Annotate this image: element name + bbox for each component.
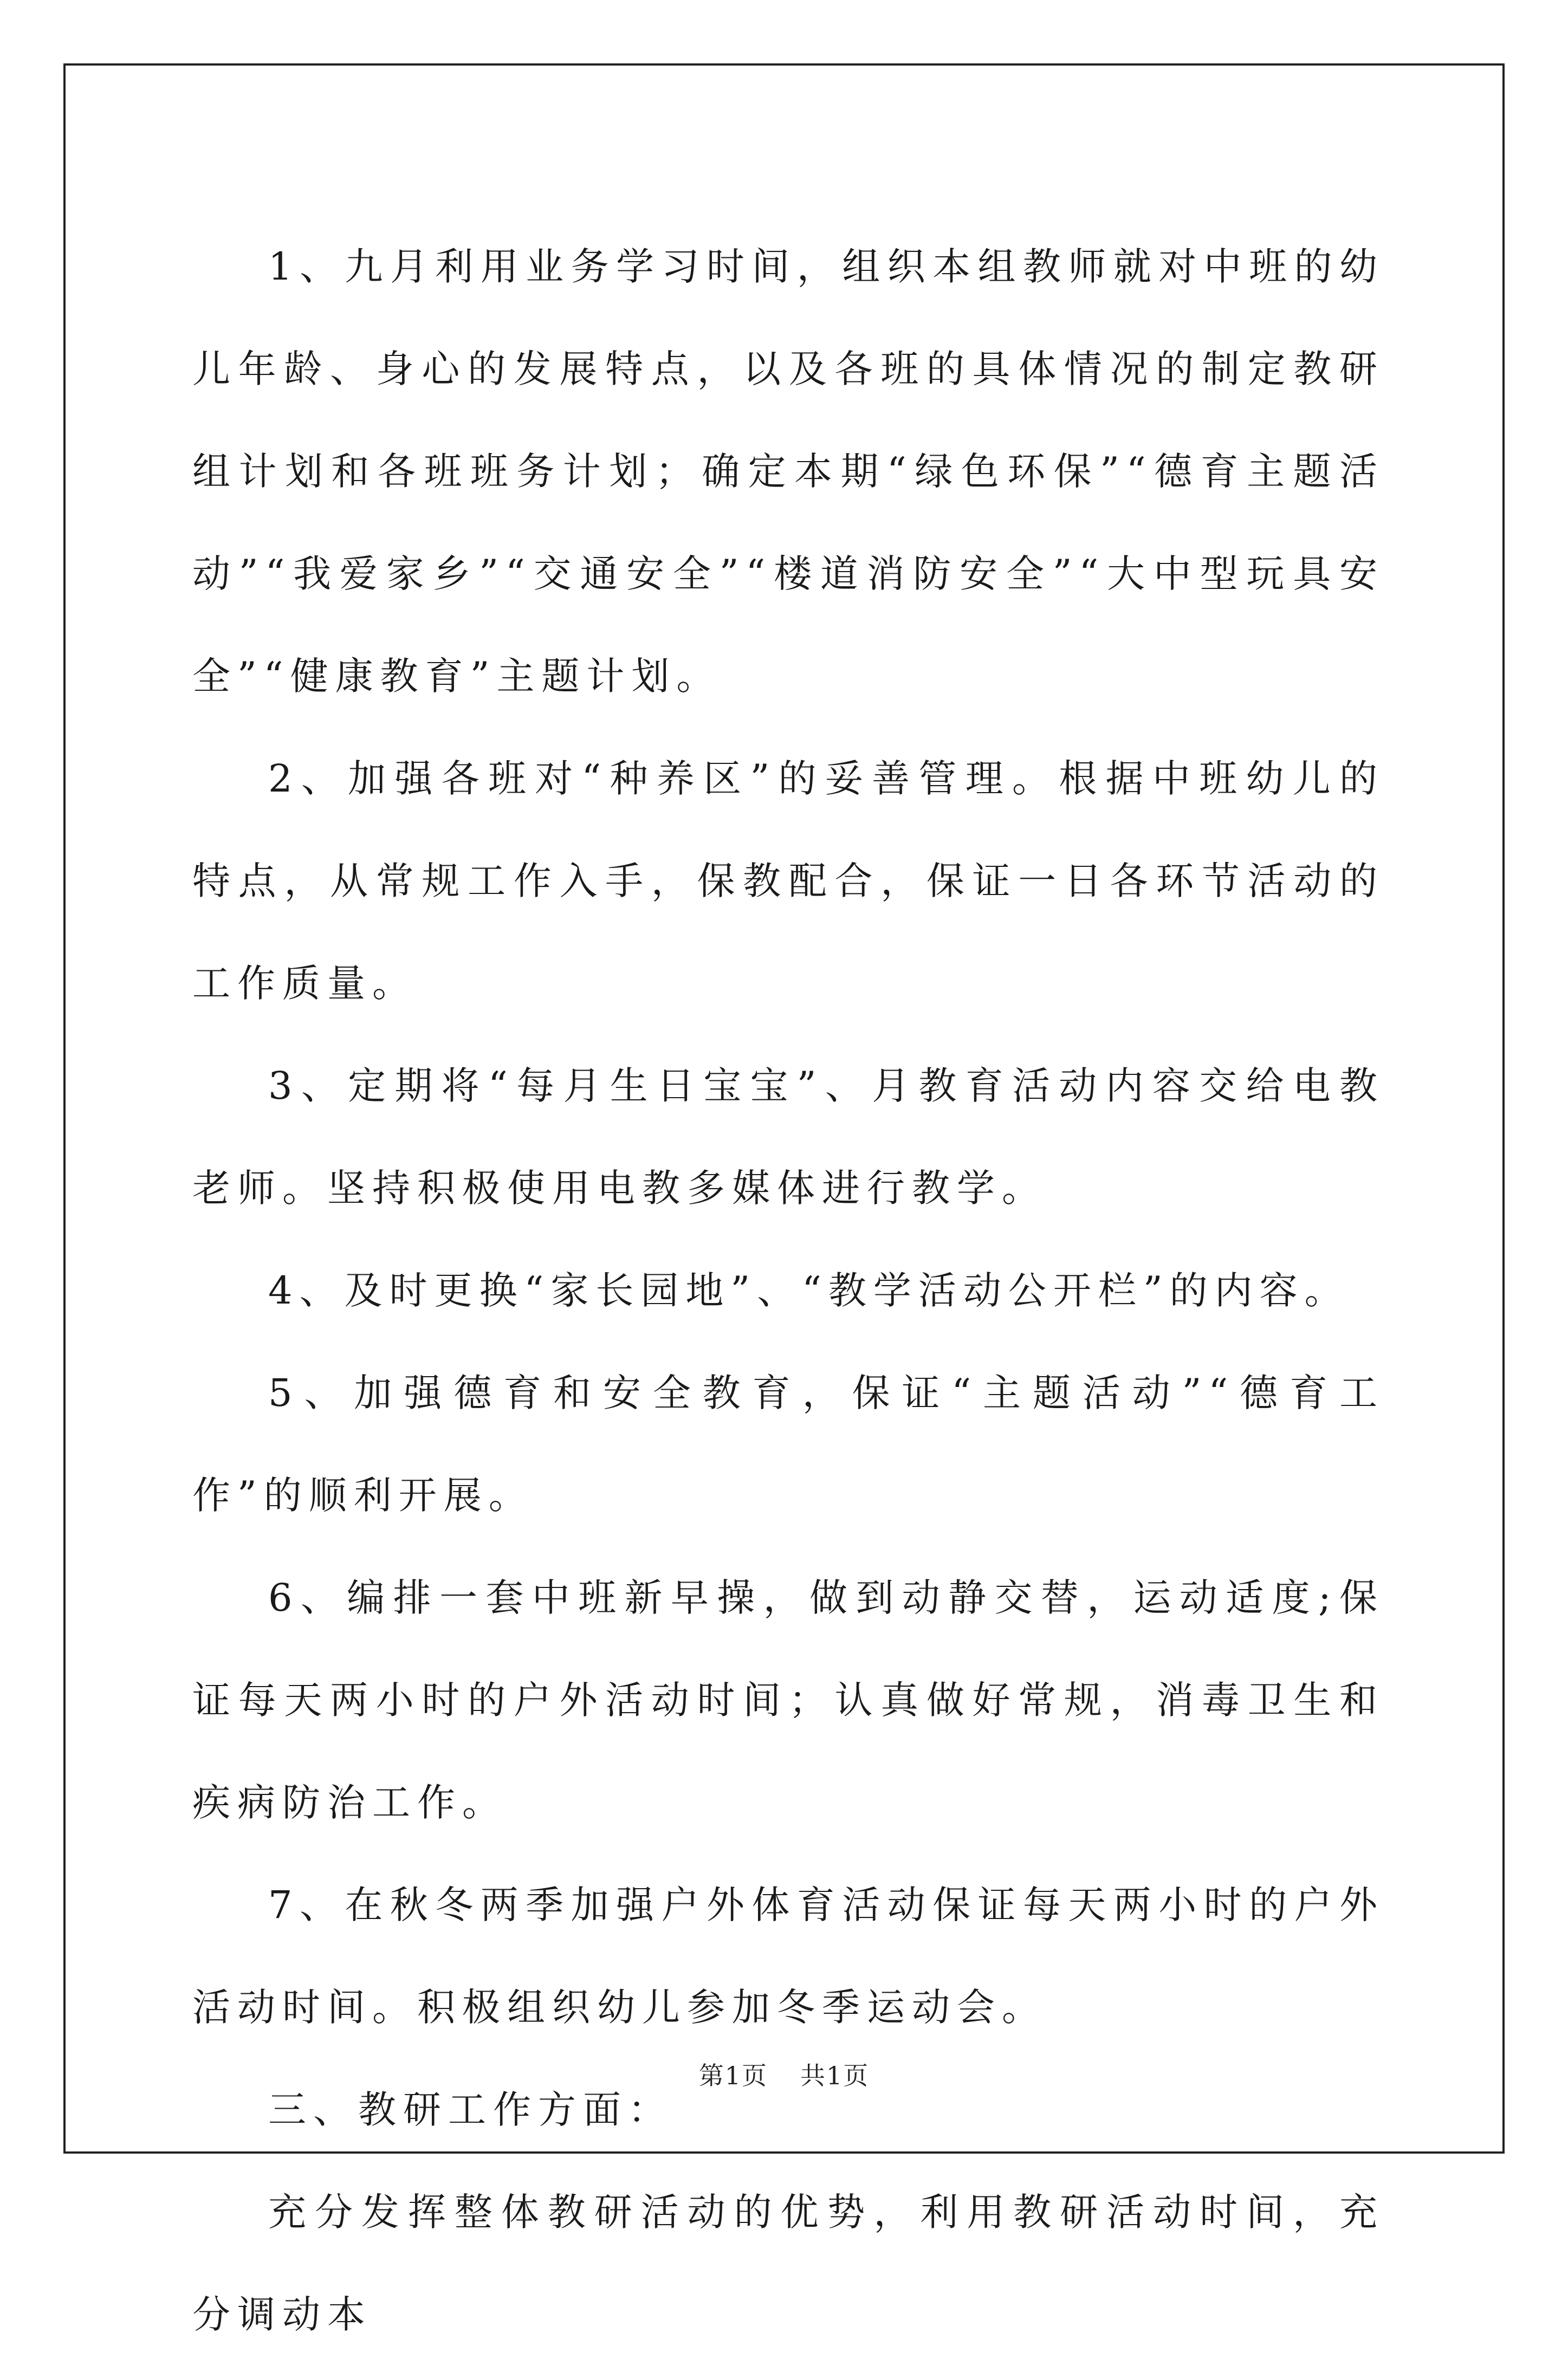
page-footer	[0, 2056, 1568, 2092]
paragraph-item-3: 3、定期将“每月生日宝宝”、月教育活动内容交给电教老师。坚持积极使用电教多媒体进行教学。	[192, 1064, 1384, 1210]
paragraph-item-7: 7、在秋冬两季加强户外体育活动保证每天两小时的户外活动时间。积极组织幼儿参加冬季运动会。	[192, 1883, 1384, 2030]
page-number: 第1页	[698, 2061, 768, 2090]
page-total: 共1页	[800, 2061, 870, 2090]
paragraph-continued: 充分发挥整体教研活动的优势，利用教研活动时间，充分调动本	[192, 2190, 1384, 2337]
paragraph-item-6: 6、编排一套中班新早操，做到动静交替，运动适度;保证每天两小时的户外活动时间；认真做好常规，消毒卫生和疾病防治工作。	[192, 1576, 1384, 1825]
paragraph-item-5: 5、加强德育和安全教育，保证“主题活动”“德育工作”的顺利开展。	[192, 1371, 1384, 1518]
section-heading: 三、教研工作方面：	[268, 2088, 673, 2132]
paragraph-item-1: 1、九月利用业务学习时间，组织本组教师就对中班的幼儿年龄、身心的发展特点，以及各班的具体情况的制定教研组计划和各班班务计划；确定本期“绿色环保”“德育主题活动”“我爱家乡”“交通安全”“楼道消防安全”“大中型玩具安全”“健康教育”主题计划。	[192, 244, 1384, 698]
paragraph-item-4: 4、及时更换“家长园地”、“教学活动公开栏”的内容。	[268, 1268, 1350, 1313]
paragraph-item-2: 2、加强各班对“种养区”的妥善管理。根据中班幼儿的特点，从常规工作入手，保教配合，保证一日各环节活动的工作质量。	[192, 756, 1384, 1006]
document-body	[192, 216, 1384, 2366]
